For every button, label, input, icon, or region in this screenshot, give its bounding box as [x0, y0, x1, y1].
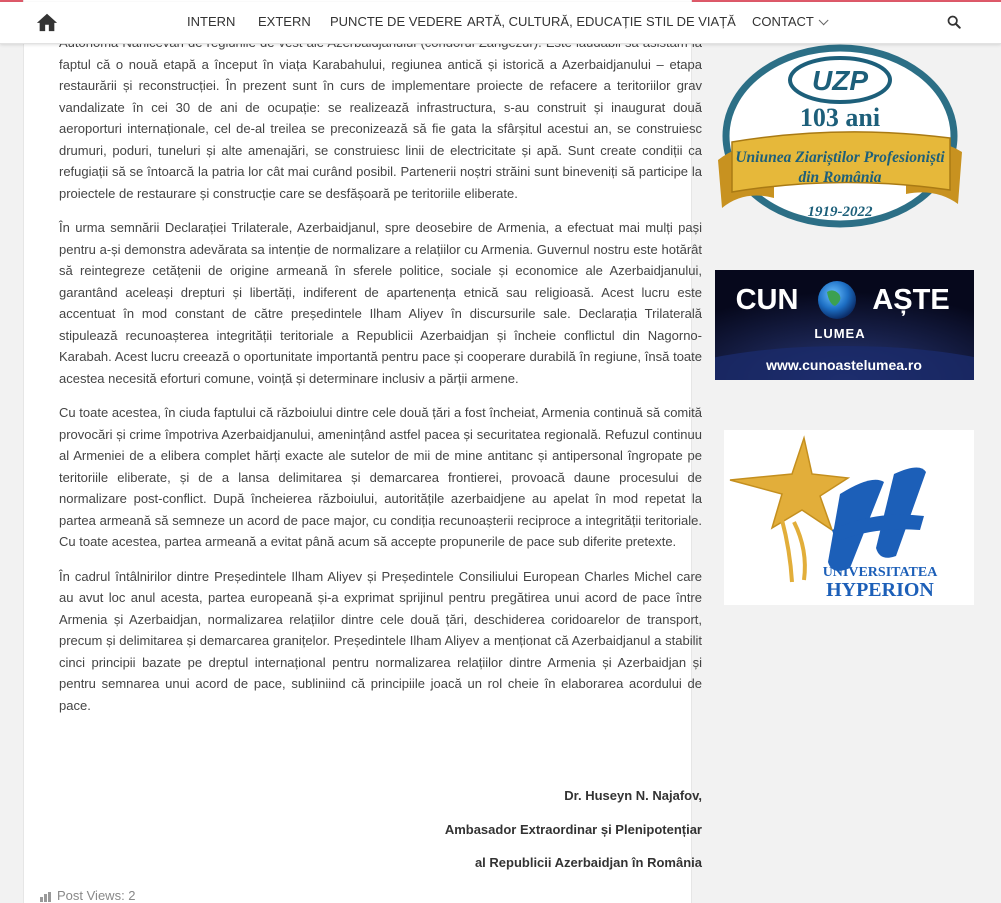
post-views — [40, 888, 136, 903]
hyperion-line2: HYPERION — [826, 579, 934, 601]
nav-contact[interactable] — [752, 2, 825, 41]
article-paragraph: Cu toate acestea, în ciuda faptului că războiului dintre cele două țări a fost încheiat, Armenia continuă să comită provocări și crime împotriva Azerbaidjanului, amenințând astfel pacea și securitatea regională. Refuzul continuu al Armeniei de a elibera complet hărți exacte ale sutelor de mii de mine antitanc și antipersonal îngropate pe teritoriile eliberate, și de a lansa delimitarea și demarcarea frontierei, provoacă daune procesului de normalizare post-conflict. După încheierea războiului, autoritățile azerbaidjene au apelat în mod repetat la partea armeană să semneze un acord de pace major, cu condiția recunoașterii reciproce a integrității teritoriale. Cu toate acestea, partea armeană a evitat până acum să accepte propunerile de pace sub diferite pretexte. — [59, 405, 702, 549]
article-column — [23, 0, 702, 903]
article-paragraph: faptul că o nouă etapă a început în viața Karabahului, regiunea antică și istorică a Azerbaidjanului – etapa restaurării și reconstrucției. În prezent sunt în curs de implementare proiecte de refacere a teritoriilor grav vandalizate în cei 30 de ani de ocupație: se realizează infrastructura, s-au construit și inaugurat două aeroporturi internaționale, cel de-al treilea se preconizează să fie gata la sfârșitul acestui an, se construiesc drumuri, poduri, tuneluri și alte amenajări, se construiesc linii de electricitate și apă. Sunt create condiții ca refugiații să se întoarcă la patria lor cât mai curând posibil. Partenerii noștri străini sunt bineveniți să participe la proiectele de restaurare și construcție care se desfășoară pe teritoriile eliberate. — [59, 56, 702, 201]
hyperion-university-banner[interactable] — [724, 430, 974, 605]
uzp-ribbon-line2: din România — [798, 169, 882, 186]
article-paragraph: În cadrul întâlnirilor dintre Președintele Ilham Aliyev și Președintele Consiliului European Charles Michel care au avut loc anul acesta, partea europeană și-a exprimat sprijinul pentru pregătirea unui acord de pace între Armenia și Azerbaidjan, normalizarea relațiilor dintre cele două țări, deschiderea coridoarelor de transport, precum și delimitarea și demarcarea granițelor. Președintele Ilham Aliyev a menționat că Azerbaidjanul a stabilit cinci principii bazate pe dreptul internațional pentru normalizarea relațiilor dintre Armenia și Azerbaidjan și pentru semnarea unui acord de pace, subliniind că principiile joacă un rol cheie în elaborarea acordului de pace. — [59, 568, 702, 713]
nav-extern[interactable]: EXTERN — [258, 14, 311, 29]
uzp-dates: 1919-2022 — [807, 204, 873, 220]
post-views-label: Post Views: 2 — [57, 888, 136, 903]
cunoaste-title-right: AȘTE — [872, 284, 950, 316]
hyperion-line1: UNIVERSITATEA — [822, 565, 938, 580]
signature-name: Dr. Huseyn N. Najafov, — [564, 788, 702, 803]
article-paragraph: În urma semnării Declarației Trilaterale, Azerbaidjanul, spre deosebire de Armenia, a efectuat mai mulți pași pentru a-și demonstra adevărata sa intenție de normalizare a relațiilor cu Armenia. Guvernul nostru este hotărât să reintegreze cetățenii de origine armeană în sferele politice, sociale și economice ale Azerbaidjanului, garantând aceleași drepturi și libertăți, indiferent de apartenența etnică sau religioasă. Acest lucru este accentuat în mod constant de către președintele Ilham Aliyev în discursurile sale. Declarația Trilaterală stipulează recunoașterea integrității teritoriale a Republicii Azerbaidjan și încheie conflictul din Nagorno-Karabah. Acest lucru creează o oportunitate importantă pentru pace și cooperare durabilă în regiune, însă toate acestea necesită eforturi comune, voință și determinare inclusiv a părții armene. — [59, 220, 702, 386]
cunoaste-url: www.cunoastelumea.ro — [766, 357, 922, 373]
nav-contact-label: CONTACT — [752, 14, 814, 29]
uzp-ribbon-line1: Uniunea Ziariștilor Profesioniști — [735, 149, 945, 166]
nav-puncte-de-vedere[interactable]: PUNCTE DE VEDERE — [330, 14, 463, 29]
cunoaste-title-left: CUN — [735, 284, 799, 316]
uzp-logo-banner[interactable] — [714, 40, 966, 228]
cunoaste-lumea-banner[interactable] — [715, 270, 974, 380]
uzp-letters: UZP — [812, 65, 868, 96]
uzp-years: 103 ani — [799, 103, 881, 132]
article-body — [59, 32, 702, 729]
search-icon[interactable] — [947, 15, 961, 29]
main-navbar — [0, 2, 1001, 44]
nav-stil-de-viata[interactable]: STIL DE VIAȚĂ — [646, 14, 736, 29]
signature-title: Ambasador Extraordinar și Plenipotențiar — [444, 822, 702, 837]
signature-org: al Republicii Azerbaidjan în România — [474, 855, 702, 870]
cunoaste-sub: LUMEA — [814, 326, 866, 341]
nav-arta-cultura-educatie[interactable]: ARTĂ, CULTURĂ, EDUCAȚIE — [467, 14, 643, 29]
chevron-down-icon — [819, 15, 829, 25]
home-icon[interactable] — [36, 11, 58, 33]
nav-intern[interactable]: INTERN — [187, 14, 236, 29]
